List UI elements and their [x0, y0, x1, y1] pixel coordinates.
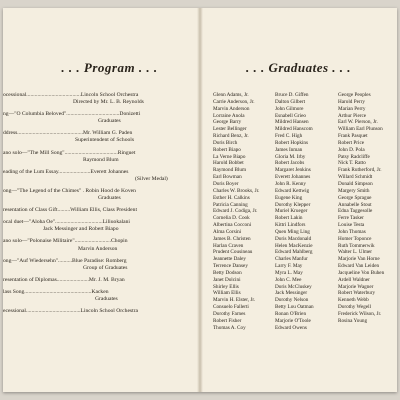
graduate-name: Marjorie Wagner — [338, 283, 374, 290]
graduate-name: Louise Testa — [338, 222, 365, 229]
graduates-column-2 — [275, 92, 314, 332]
graduate-name: Raymond Blum — [213, 167, 246, 174]
graduate-name: John C. Mee — [275, 276, 302, 283]
graduate-name: Ruth Tommerwik — [338, 242, 375, 249]
graduate-name: Earl W. Pierson, Jr. — [338, 119, 378, 126]
graduate-name: Marjorie O'Toole — [275, 317, 311, 324]
graduate-name: George Barry — [213, 119, 242, 126]
graduates-column-3 — [338, 92, 384, 325]
program-item-detail: Directed by Mr. L. B. Reynolds — [73, 99, 144, 106]
graduate-name: Jeannette Daley — [213, 256, 246, 263]
graduate-name: Alma Corsini — [213, 228, 242, 235]
graduate-name: Betty Dodson — [213, 269, 242, 276]
program-heading: . . . Program . . . — [61, 60, 158, 75]
graduate-name: Larry F. May — [275, 263, 303, 270]
graduate-name: Frank Pasquet — [338, 133, 368, 140]
program-item-detail: Graduates — [98, 195, 121, 202]
program-item-detail: Raymond Blum — [83, 156, 119, 163]
graduate-name: Edward J. Codiga, Jr. — [213, 208, 258, 215]
graduate-name: Janet Dolcini — [213, 276, 241, 283]
graduate-name: Albertina Cocconi — [213, 222, 252, 229]
graduate-name: Harold Perry — [338, 98, 365, 105]
graduate-name: Donald Simpson — [338, 180, 373, 187]
graduate-name: Edward Van Leiden — [338, 263, 380, 270]
program-item: ong—"Auf Wiedersehn"..........Blue Paradise: Romberg — [3, 257, 127, 264]
graduate-name: Thomas A. Coy — [213, 324, 246, 331]
program-list — [3, 92, 200, 315]
graduate-name: Myra L. May — [275, 269, 303, 276]
graduate-name: Quen Ming Ling — [275, 228, 310, 235]
graduate-name: John Thomas — [338, 228, 366, 235]
graduate-name: Annabelle Stout — [338, 201, 372, 208]
graduate-name: Nick T. Ratto — [338, 160, 366, 167]
graduate-name: Marian Perry — [338, 105, 366, 112]
graduate-name: Robert Jacobs — [275, 160, 305, 167]
graduate-name: Lorraine Anola — [213, 112, 245, 119]
graduate-name: Marvin H. Elster, Jr. — [213, 297, 256, 304]
graduate-name: Shirley Ellis — [213, 283, 239, 290]
graduate-name: Doris Birch — [213, 139, 238, 146]
graduate-name: Robert Price — [338, 139, 365, 146]
graduate-name: Ronan O'Brien — [275, 311, 307, 317]
program-item-detail: Graduates — [98, 118, 121, 125]
graduate-name: Homer Toponce — [338, 235, 372, 242]
graduate-name: Willard Schmidt — [338, 174, 373, 181]
graduate-name: Mildred Hansen — [275, 119, 309, 126]
graduate-name: Richard Benz, Jr. — [213, 133, 249, 140]
graduate-name: George Peoples — [338, 92, 371, 98]
graduate-name: John R. Kenny — [275, 180, 306, 187]
graduate-name: Harlan Craven — [213, 242, 244, 249]
graduate-name: Esnabell Grieo — [275, 112, 306, 119]
program-item-detail: Marvin Anderson — [78, 245, 118, 252]
program-item-detail: (Silver Medal) — [135, 175, 168, 182]
graduate-name: Dorothy Nelson — [275, 297, 309, 304]
graduate-name: Everett Johannes — [275, 174, 311, 181]
graduate-name: Esther H. Calkins — [213, 194, 250, 201]
graduate-name: Jack Messinger — [275, 290, 308, 297]
program-item: ddress...............................................Mr. William G. Paden — [3, 130, 133, 137]
graduate-name: Edward Owens — [275, 324, 307, 331]
graduate-name: Rosina Young — [338, 317, 368, 324]
graduate-name: John D. Pola — [338, 146, 365, 153]
graduate-name: Consuelo Fallerti — [213, 304, 249, 311]
graduate-name: Cornelia D. Cook — [213, 215, 250, 222]
graduate-name: Edward Mahlberg — [275, 249, 313, 256]
graduate-name: Marvin Anderson — [213, 105, 250, 112]
graduate-name: Earl Bowman — [213, 174, 242, 181]
program-item: eading of the Lum Essay.......................Everett Johannes — [3, 168, 129, 175]
graduate-name: Glenn Adams, Jr. — [213, 92, 249, 98]
graduate-name: Patricia Canning — [213, 201, 248, 208]
graduate-name: Terrence Dansey — [213, 263, 248, 270]
graduate-name: Dorothy Klepper — [275, 201, 311, 208]
graduate-name: Robert Lakin — [275, 215, 303, 222]
graduate-name: Kittri Lindfors — [275, 222, 306, 229]
program-item: resentation of Diplomas.......................Mr. J. M. Bryan — [3, 276, 125, 283]
graduate-name: Kenneth Webb — [338, 297, 369, 304]
program-item: resentation of Class Gift.........William Ellis, Class President — [3, 207, 138, 214]
graduate-name: Muriel Krueger — [275, 208, 308, 215]
graduate-name: Doris Macdonald — [275, 235, 312, 242]
graduate-name: Ardell Waldner — [338, 276, 370, 283]
graduate-name: Arthur Pierce — [338, 112, 367, 119]
graduate-name: Doris Boyer — [213, 180, 239, 187]
graduates-page — [200, 8, 397, 392]
graduate-name: Frank Rutherford, Jr. — [338, 167, 382, 174]
graduate-name: Doris McCluskey — [275, 283, 312, 290]
graduate-name: Ferre Tasker — [338, 215, 364, 222]
graduate-name: Lester Bellinger — [213, 126, 247, 133]
graduate-name: Fred C. High — [275, 133, 303, 140]
program-page — [3, 8, 200, 392]
graduate-name: Gloria M. Irby — [275, 153, 306, 160]
program-item: ocal duet—"Aloha Oe"..................................Liliuokalani — [3, 219, 130, 226]
graduate-name: Edna Taggesolle — [338, 208, 373, 215]
graduate-name: Robert Hopkins — [275, 139, 308, 146]
graduate-name: James B. Christen — [213, 235, 251, 242]
graduate-name: George Sprague — [338, 194, 372, 201]
graduate-name: Marjorie Van Horne — [338, 256, 380, 263]
graduate-name: Walter L. Ulmer — [338, 249, 373, 256]
program-item: ong—"The Legend of the Chimes" . Robin Hood de Koven — [3, 187, 136, 194]
graduate-name: Robert Biapo — [213, 146, 241, 153]
graduate-name: Dorothy Farnes — [213, 311, 246, 317]
graduate-name: Prudent Cousineau — [213, 249, 253, 256]
graduate-name: Bruce D. Giffen — [275, 92, 309, 98]
graduate-name: Edward Kettwig — [275, 187, 310, 194]
graduates-column-1 — [213, 92, 259, 332]
graduate-name: James Inman — [275, 146, 303, 153]
program-item: ocessional.......................................Lincoln School Orchestra — [3, 92, 139, 98]
graduate-name: Mildred Hanscom — [275, 126, 313, 133]
graduate-name: Helen MacKenzie — [275, 242, 313, 249]
graduate-name: Frederick Wilson, Jr. — [338, 311, 382, 317]
program-item-detail: Superintendent of Schools — [75, 137, 135, 144]
program-booklet-spread — [3, 8, 397, 392]
graduate-name: Margaret Jenkins — [275, 167, 311, 174]
graduate-name: William Earl Plunson — [338, 126, 383, 133]
program-item-detail: Group of Graduates — [83, 264, 128, 271]
graduates-heading: . . . Graduates . . . — [245, 60, 352, 75]
program-item: ano solo—"Polonaise Militaire"..........................Chopin — [3, 238, 128, 245]
program-item: ano solo—"The Mill Song"......................................Ringuet — [3, 149, 136, 156]
graduate-name: Charles Manfur — [275, 256, 308, 263]
graduate-name: John Gilmore — [275, 105, 304, 112]
graduate-name: Dorothy Wegell — [338, 304, 372, 311]
program-item-detail: Graduates — [95, 295, 118, 302]
graduate-name: Margery Smith — [338, 187, 370, 194]
program-item: ng—"O Columbia Beloved"......................................Donizetti — [3, 111, 141, 118]
graduate-name: Betty Lou Oatman — [275, 304, 314, 311]
graduate-name: Dalton Gilbert — [275, 98, 306, 105]
graduate-name: Charles W. Brooks, Jr. — [213, 187, 260, 194]
graduate-name: Robert Waterbury — [338, 290, 376, 297]
program-item: ecessional.......................................Lincoln School Orchestra — [3, 308, 139, 315]
program-item-detail: Jack Messinger and Robert Biapo — [43, 226, 119, 233]
graduate-name: La Verne Biapo — [213, 153, 246, 160]
graduate-name: Patsy Radcliffe — [338, 153, 370, 160]
graduate-name: Jacqueline Von Buhen — [338, 269, 385, 276]
graduate-name: Carrie Anderson, Jr. — [213, 98, 255, 105]
graduate-name: Harold Bobbet — [213, 160, 244, 167]
graduate-name: William Ellis — [213, 290, 241, 297]
program-item: lass Song................................................Kacken — [3, 288, 109, 295]
graduate-name: Robert Fisher — [213, 317, 242, 324]
graduate-name: Eugene King — [275, 194, 303, 201]
